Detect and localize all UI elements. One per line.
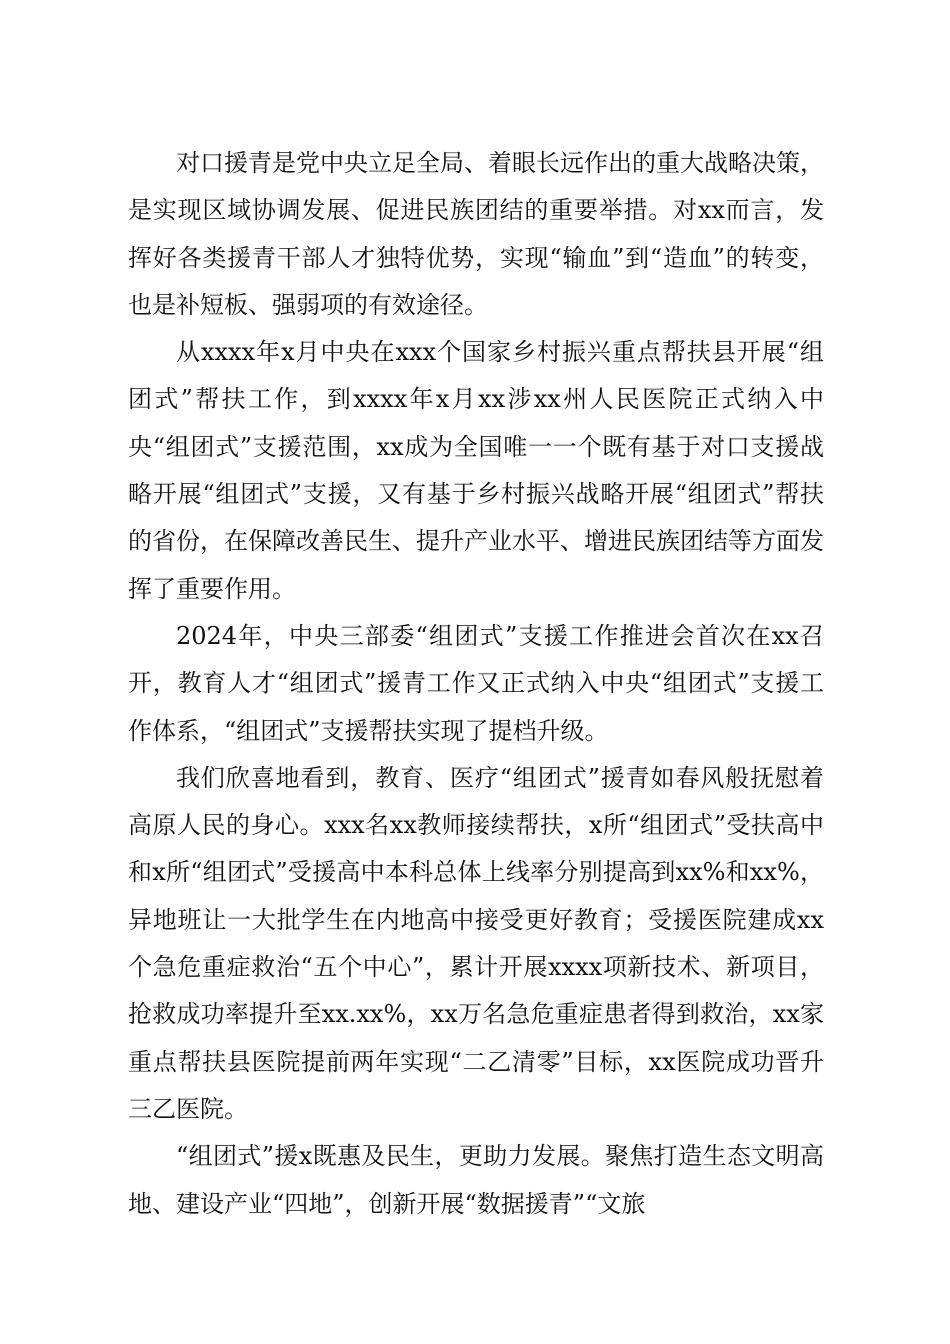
paragraph-4: 我们欣喜地看到，教育、医疗“组团式”援青如春风般抚慰着高原人民的身心。xxx名xx教师接续帮扶，x所“组团式”受扶高中和x所“组团式”受援高中本科总体上线率分别提高到xx%和xx%，异地班让一大批学生在内地高中接受更好教育；受援医院建成xx个急危重症救治“五个中心”，累计开展xxxx项新技术、新项目，抢救成功率提升至xx.xx%，xx万名急危重症患者得到救治，xx家重点帮扶县医院提前两年实现“二乙清零”目标，xx医院成功晋升三乙医院。	[128, 763, 824, 1123]
paragraph-5: “组团式”援x既惠及民生，更助力发展。聚焦打造生态文明高地、建设产业“四地”，创新开展“数据援青”“文旅	[128, 1142, 824, 1218]
paragraph-3: 2024年，中央三部委“组团式”支援工作推进会首次在xx召开，教育人才“组团式”援青工作又正式纳入中央“组团式”支援工作体系，“组团式”支援帮扶实现了提档升级。	[128, 621, 824, 745]
document-body	[128, 140, 824, 1228]
paragraph-2: 从xxxx年x月中央在xxx个国家乡村振兴重点帮扶县开展“组团式”帮扶工作，到xxxx年x月xx涉xx州人民医院正式纳入中央“组团式”支援范围，xx成为全国唯一一个既有基于对口支援战略开展“组团式”支援，又有基于乡村振兴战略开展“组团式”帮扶的省份，在保障改善民生、提升产业水平、增进民族团结等方面发挥了重要作用。	[128, 338, 824, 603]
paragraph-1: 对口援青是党中央立足全局、着眼长远作出的重大战略决策，是实现区域协调发展、促进民族团结的重要举措。对xx而言，发挥好各类援青干部人才独特优势，实现“输血”到“造血”的转变，也是补短板、强弱项的有效途径。	[128, 149, 824, 319]
